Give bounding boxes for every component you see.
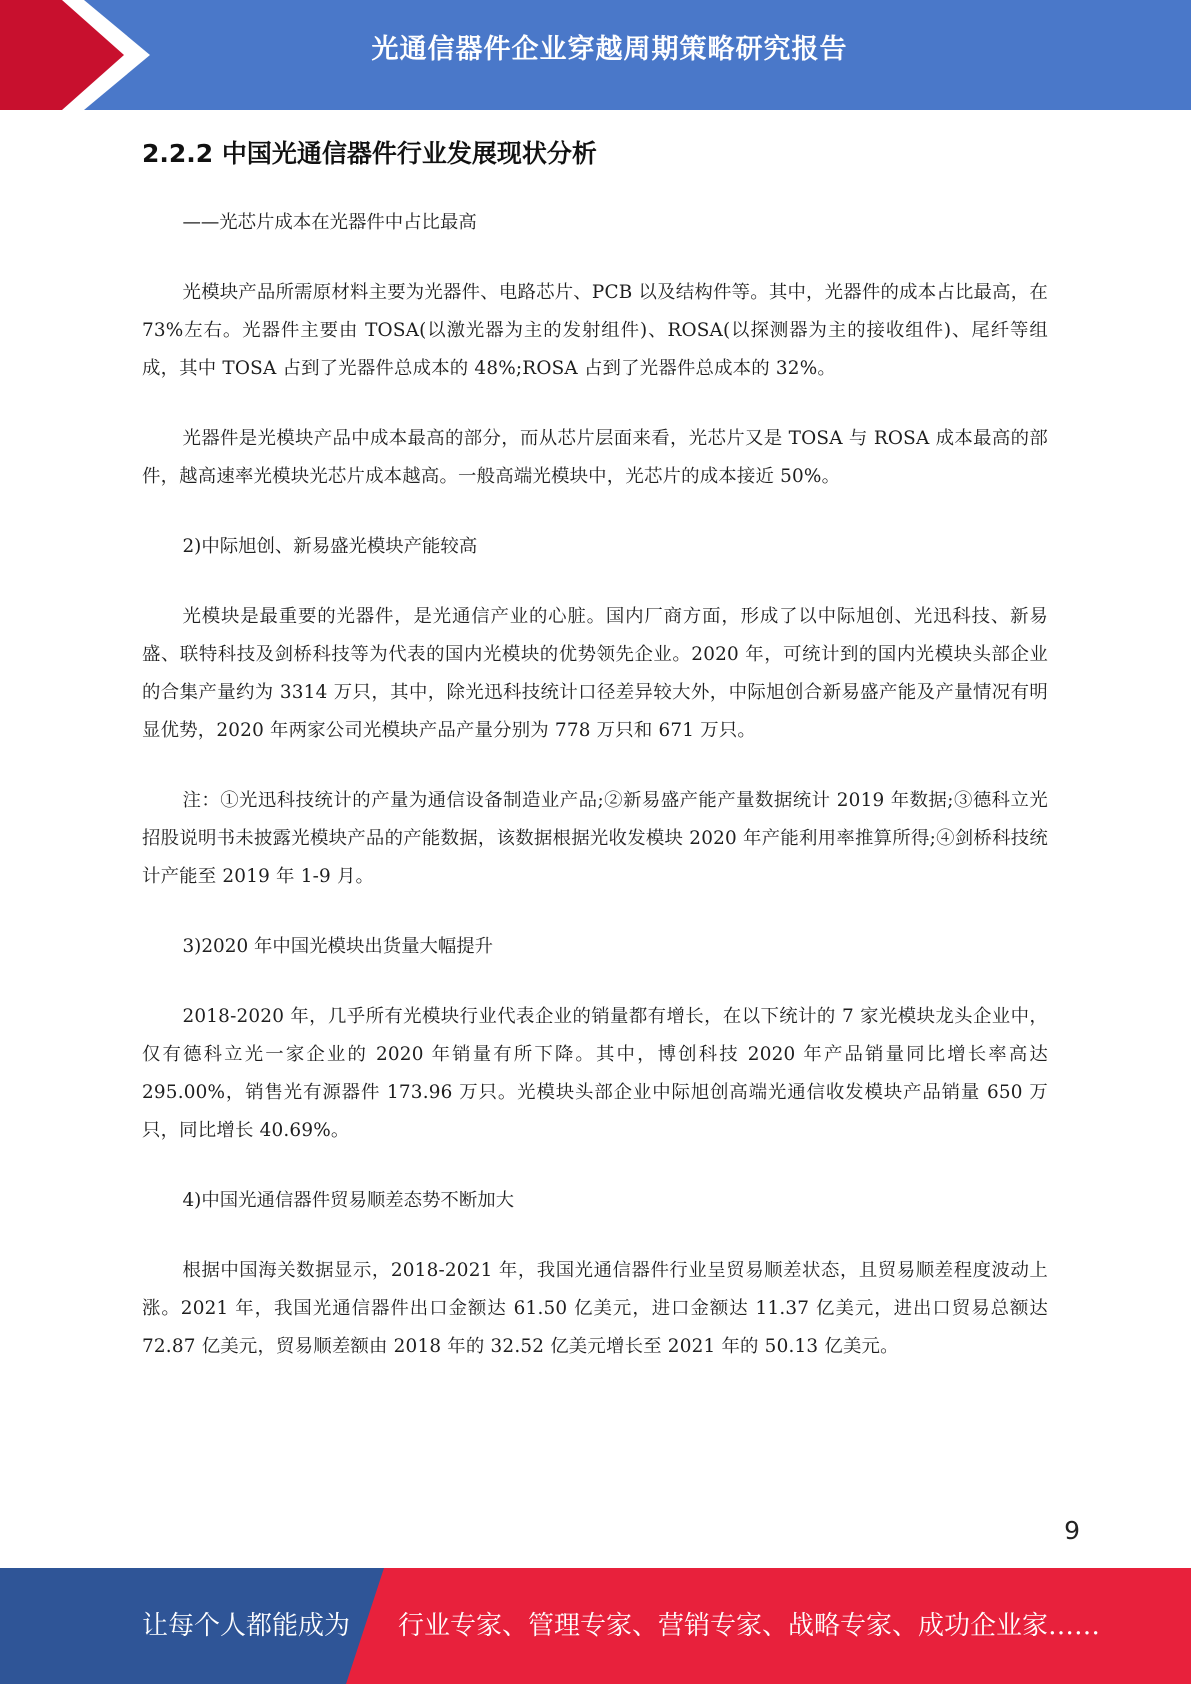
footer-slogan-left: 让每个人都能成为 (142, 1611, 351, 1641)
footer-slogan-right: 行业专家、管理专家、营销专家、战略专家、成功企业家…… (398, 1611, 1101, 1641)
paragraph-6: 根据中国海关数据显示，2018-2021 年，我国光通信器件行业呈贸易顺差状态，且贸易顺差程度波动上涨。2021 年，我国光通信器件出口金额达 61.50 亿美元，进口金额达 11.37 亿美元，进出口贸易总额达 72.87 亿美元，贸易顺差额由 2018 年的 32.52 亿美元增长至 2021 年的 50.13 亿美元。 (142, 1260, 1048, 1357)
subtitle-3: 3)2020 年中国光模块出货量大幅提升 (182, 936, 494, 957)
subtitle-1: ——光芯片成本在光器件中占比最高 (182, 212, 477, 233)
paragraph-5: 2018-2020 年，几乎所有光模块行业代表企业的销量都有增长，在以下统计的 7 家光模块龙头企业中，仅有德科立光一家企业的 2020 年销量有所下降。其中，博创科技 2020 年产品销量同比增长率高达 295.00%，销售光有源器件 173.96 万只。光模块头部企业中际旭创高端光通信收发模块产品销量 650 万只，同比增长 40.69%。 (142, 1006, 1048, 1141)
paragraph-3: 光模块是最重要的光器件，是光通信产业的心脏。国内厂商方面，形成了以中际旭创、光迅科技、新易盛、联特科技及剑桥科技等为代表的国内光模块的优势领先企业。2020 年，可统计到的国内光模块头部企业的合集产量约为 3314 万只，其中，除光迅科技统计口径差异较大外，中际旭创合新易盛产能及产量情况有明显优势，2020 年两家公司光模块产品产量分别为 778 万只和 671 万只。 (142, 606, 1048, 741)
report-header (0, 0, 1191, 110)
paragraph-4-note: 注：①光迅科技统计的产量为通信设备制造业产品;②新易盛产能产量数据统计 2019 年数据;③德科立光招股说明书未披露光模块产品的产能数据，该数据根据光收发模块 2020 年产能利用率推算所得;④剑桥科技统计产能至 2019 年 1-9 月。 (142, 790, 1048, 887)
section-heading: 2.2.2 中国光通信器件行业发展现状分析 (142, 139, 597, 168)
report-footer (0, 1568, 1191, 1684)
subtitle-4: 4)中国光通信器件贸易顺差态势不断加大 (182, 1190, 514, 1211)
page-content (142, 130, 1048, 1398)
paragraph-1: 光模块产品所需原材料主要为光器件、电路芯片、PCB 以及结构件等。其中，光器件的成本占比最高，在 73%左右。光器件主要由 TOSA(以激光器为主的发射组件)、ROSA(以探测器为主的接收组件)、尾纤等组成，其中 TOSA 占到了光器件总成本的 48%;ROSA 占到了光器件总成本的 32%。 (142, 282, 1048, 379)
paragraph-2: 光器件是光模块产品中成本最高的部分，而从芯片层面来看，光芯片又是 TOSA 与 ROSA 成本最高的部件，越高速率光模块光芯片成本越高。一般高端光模块中，光芯片的成本接近 50%。 (142, 428, 1048, 487)
subtitle-2: 2)中际旭创、新易盛光模块产能较高 (182, 536, 478, 557)
page-number: 9 (1064, 1516, 1080, 1545)
report-title: 光通信器件企业穿越周期策略研究报告 (371, 34, 848, 65)
